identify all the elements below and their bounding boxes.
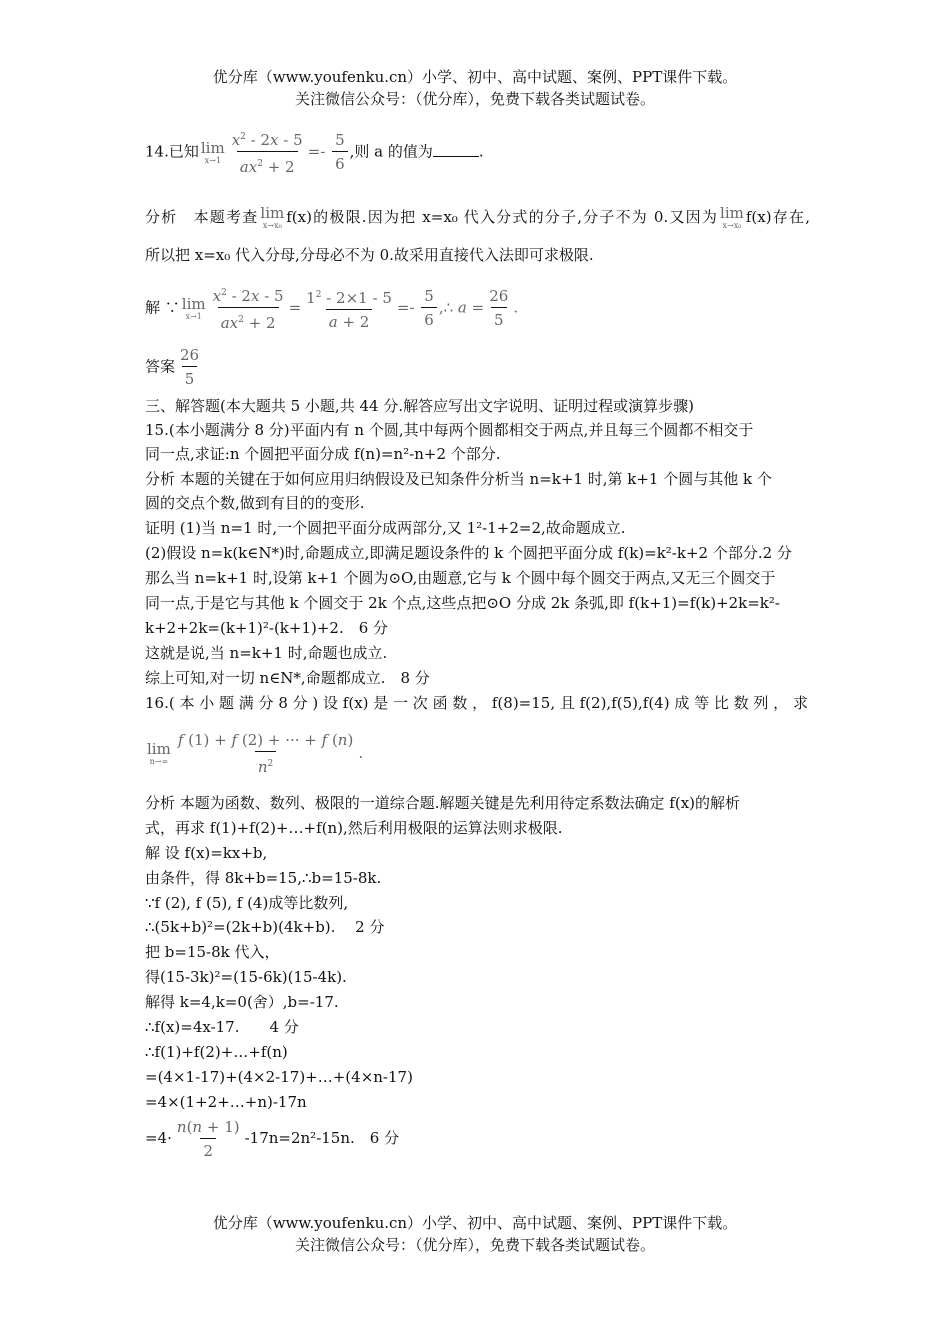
page-header: [0, 66, 950, 110]
footer-line-1: 优分库（www.youfenku.cn）小学、初中、高中试题、案例、PPT课件下载。: [212, 1214, 738, 1232]
step-12-prefix: =4·: [145, 1129, 172, 1147]
q14-prefix: 14.已知: [145, 142, 199, 161]
q14-solution: 解 ∵ lim x→1 $\frac{x^2 - 2x - 5}{ax^2 + 2}$ = $\frac{1^2 - 2\times 1 - 5}{a + 2}$ =- $\frac{5}{6}$ ,∴ a = $\frac{26}{5}$ .: [145, 282, 810, 335]
step-12-suffix: -17n=2n²-15n. 6 分: [244, 1129, 400, 1147]
sum-fraction: $\frac{n(n + 1)}{2}$: [174, 1116, 243, 1163]
q15-line-3: 分析 本题的关键在于如何应用归纳假设及已知条件分析当 n=k+1 时,第 k+1 个圆与其他 k 个: [145, 470, 772, 488]
limit-symbol: lim n→∞: [147, 740, 171, 766]
q16-analysis-2: 式，再求 f(1)+f(2)+…+f(n),然后利用极限的运算法则求极限.: [145, 819, 563, 837]
analysis-text-a: 本题考查: [193, 208, 259, 226]
q15-line-10: 这就是说,当 n=k+1 时,命题也成立.: [145, 644, 388, 662]
q15-line-4: 圆的交点个数,做到有目的的变形.: [145, 494, 365, 512]
q14-statement: 14.已知 lim x→1 $\frac{x^2 - 2x - 5}{ax^2 + 2}$ =- $\frac{5}{6}$ ,则 a 的值为 .: [145, 126, 810, 179]
solution-fraction-3: $\frac{5}{6}$: [421, 285, 437, 332]
limit-symbol: lim x→1: [181, 294, 206, 321]
q16-step-7: 解得 k=4,k=0(舍）,b=-17.: [145, 993, 339, 1011]
solution-label: 解 ∵: [145, 298, 180, 317]
q15-line-7: 那么当 n=k+1 时,设第 k+1 个圆为⊙O,由题意,它与 k 个圆中每个圆交于两点,又无三个圆交于: [145, 569, 776, 587]
header-line-2: 关注微信公众号：（优分库），免费下载各类试题试卷。: [294, 90, 655, 108]
page-footer: [0, 1212, 950, 1256]
q16-step-3: ∵f (2), f (5), f (4)成等比数列,: [145, 894, 349, 912]
q14-answer: [145, 344, 810, 391]
limit-symbol: lim x→x₀: [260, 204, 285, 230]
solution-fraction-4: $\frac{26}{5}$: [486, 285, 511, 332]
q16-step-11: =4×(1+2+…+n)-17n: [145, 1093, 307, 1111]
header-line-1: 优分库（www.youfenku.cn）小学、初中、高中试题、案例、PPT课件下载。: [212, 68, 738, 86]
q14-rhs-fraction: $\frac{5}{6}$: [332, 129, 348, 176]
q14-analysis-line-1: [145, 202, 810, 232]
q15-line-9: k+2+2k=(k+1)²-(k+1)+2. 6 分: [145, 619, 389, 637]
solution-fraction-2: $\frac{1^2 - 2\times 1 - 5}{a + 2}$: [303, 284, 395, 334]
q15-line-1: 15.(本小题满分 8 分)平面内有 n 个圆,其中每两个圆都相交于两点,并且每三个圆都不相交于: [145, 421, 754, 439]
analysis-label: 分析: [145, 208, 178, 226]
analysis-text-c: f(x)存在,: [745, 208, 810, 226]
q16-line-1: 16.( 本 小 题 满 分 8 分 ) 设 f(x) 是 一 次 函 数 ， f(8)=15, 且 f(2),f(5),f(4) 成 等 比 数 列 ， 求: [145, 694, 808, 712]
analysis-text-b: f(x)的极限.因为把 x=x₀ 代入分式的分子,分子不为 0.又因为: [286, 208, 719, 226]
q15-line-6: (2)假设 n=k(k∈N*)时,命题成立,即满足题设条件的 k 个圆把平面分成 f(k)=k²-k+2 个部分.2 分: [145, 544, 792, 562]
q15-line-5: 证明 (1)当 n=1 时,一个圆把平面分成两部分,又 1²-1+2=2,故命题成立.: [145, 519, 626, 537]
q14-analysis-line-2: 所以把 x=x₀ 代入分母,分母必不为 0.故采用直接代入法即可求极限.: [145, 246, 594, 264]
q16-step-6: 得(15-3k)²=(15-6k)(15-4k).: [145, 968, 347, 986]
q14-end: .: [478, 142, 484, 161]
q14-fraction: $\frac{x^2 - 2x - 5}{ax^2 + 2}$: [229, 126, 306, 179]
answer-fraction: $\frac{26}{5}$: [177, 344, 202, 391]
limit-symbol: lim x→x₀: [720, 204, 744, 230]
q16-fraction: $\frac{f (1) + f (2) + \cdot\cdot\cdot + f (n)}{n^2}$: [175, 729, 357, 779]
q14-suffix: ,则 a 的值为: [349, 142, 433, 161]
solution-fraction-1: $\frac{x^2 - 2x - 5}{ax^2 + 2}$: [210, 282, 287, 335]
q16-step-9: ∴f(1)+f(2)+…+f(n): [145, 1043, 288, 1061]
answer-blank: [433, 140, 479, 157]
q15-line-8: 同一点,于是它与其他 k 个圆交于 2k 个点,这些点把⊙O 分成 2k 条弧,即 f(k+1)=f(k)+2k=k²-: [145, 594, 780, 612]
answer-label: 答案: [145, 357, 176, 376]
q16-limit-expression: lim n→∞ $\frac{f (1) + f (2) + \cdot\cdot\cdot + f (n)}{n^2}$ .: [145, 728, 810, 779]
q16-step-12: [145, 1114, 810, 1163]
footer-line-2: 关注微信公众号：（优分库），免费下载各类试题试卷。: [294, 1236, 655, 1254]
q16-step-5: 把 b=15-8k 代入，: [145, 943, 280, 961]
q16-step-1: 解 设 f(x)=kx+b,: [145, 844, 268, 862]
q16-step-8: ∴f(x)=4x-17. 4 分: [145, 1018, 299, 1036]
q16-analysis-1: 分析 本题为函数、数列、极限的一道综合题.解题关键是先利用待定系数法确定 f(x)的解析: [145, 794, 741, 812]
q16-step-2: 由条件，得 8k+b=15,∴b=15-8k.: [145, 869, 382, 887]
section-3-heading: 三、解答题(本大题共 5 小题,共 44 分.解答应写出文字说明、证明过程或演算步骤): [145, 397, 694, 415]
q16-step-10: =(4×1-17)+(4×2-17)+…+(4×n-17): [145, 1068, 413, 1086]
limit-symbol: lim x→1: [200, 138, 225, 165]
q16-step-4: ∴(5k+b)²=(2k+b)(4k+b). 2 分: [145, 918, 385, 936]
q15-line-11: 综上可知,对一切 n∈N*,命题都成立. 8 分: [145, 669, 430, 687]
q15-line-2: 同一点,求证:n 个圆把平面分成 f(n)=n²-n+2 个部分.: [145, 445, 501, 463]
